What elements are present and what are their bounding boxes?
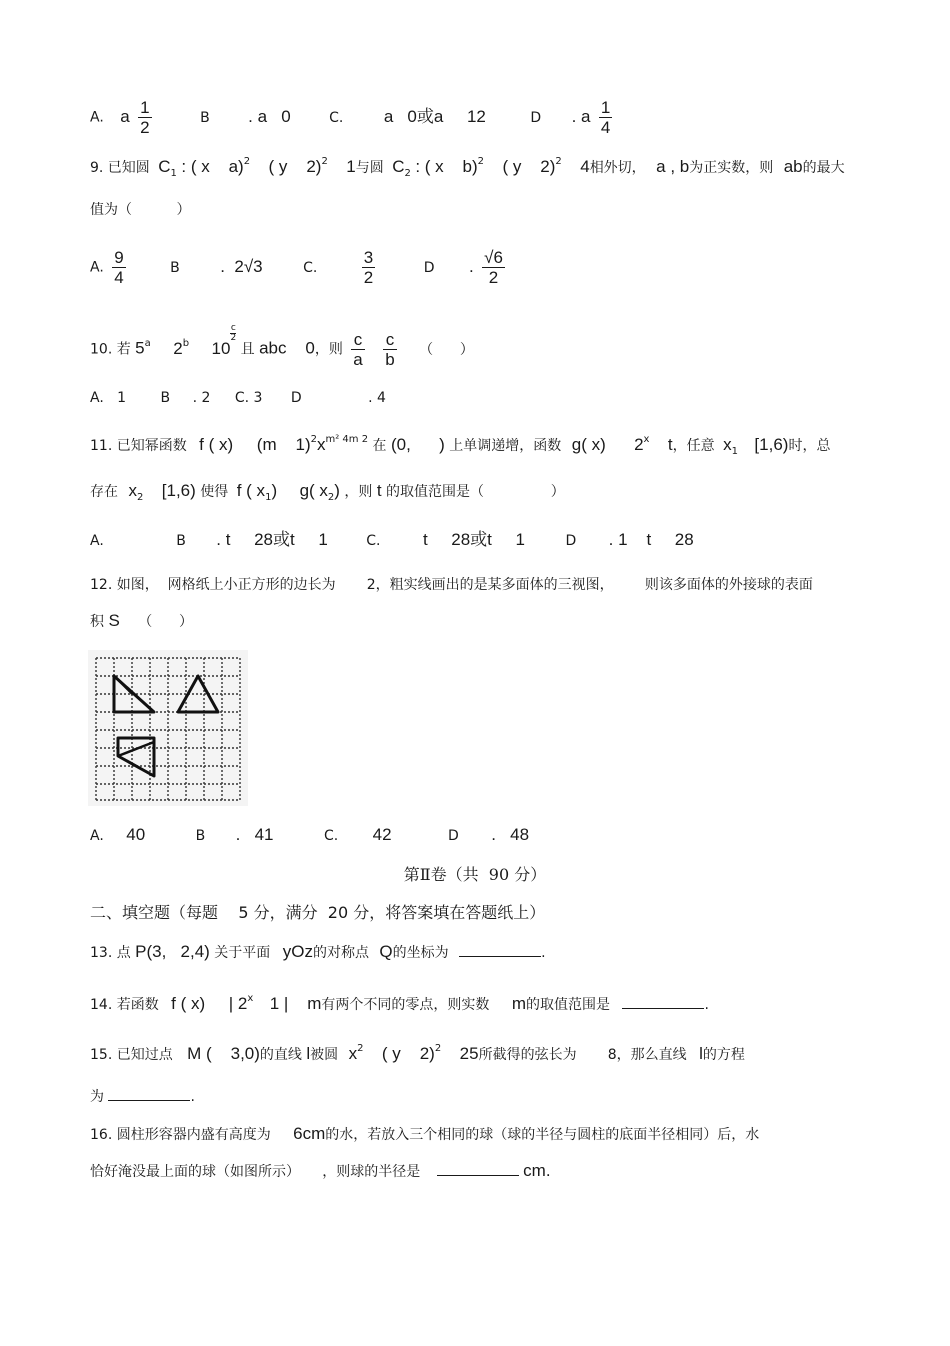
q9-line2: 值为（ ） [90, 202, 191, 218]
q11-x1: x [723, 435, 732, 454]
q12-option-a-label: A. [90, 828, 104, 844]
q11-line1-d: ，任意 [672, 438, 715, 454]
q9-exp-c: 2 [477, 156, 485, 167]
q12-line2-a: 积 [90, 614, 104, 630]
q11-x1sub: 1 [731, 446, 738, 457]
q13-answer-blank[interactable] [459, 944, 541, 957]
q11-option-d-label: D [565, 533, 577, 549]
q9-exp-b: 2 [321, 156, 328, 167]
q9-option-d-label: D [423, 259, 435, 276]
q9-option-a-fraction: $\frac{9}{4}$ [114, 248, 124, 287]
q10-paren: （ ） [419, 341, 474, 358]
q15-exp-a: 2 [357, 1043, 364, 1054]
q11-line1-c: 上单调递增，函数 [449, 438, 562, 454]
q11-line2-a: 存在 [90, 484, 118, 500]
q9-option-d-expr: . [468, 256, 474, 276]
q11-stem-line1 [90, 436, 830, 457]
q11-line1-e: 时，总 [788, 438, 831, 454]
q11-tvar: t [376, 481, 382, 500]
q10-option-b-label: B [160, 390, 171, 406]
q9-c2-sub: 2 [404, 168, 411, 179]
q11-gt: t [667, 435, 673, 454]
q11-option-b-expr: . t 28或t 1 [216, 530, 328, 549]
q10-fraction2: $\frac{c}{b}$ [385, 330, 395, 369]
q14-rest: 1 | m [269, 994, 322, 1013]
q10-base2: 2 [173, 338, 183, 358]
q9-stem [90, 158, 845, 179]
q10-option-c: C. 3 [234, 390, 263, 406]
q11-option-c-label: C. [366, 533, 381, 549]
q10-cond: abc 0 [259, 338, 315, 358]
q14-stem [90, 995, 709, 1016]
q10-option-a: A. 1 [90, 390, 127, 406]
q13-end: . [541, 945, 546, 961]
q14-answer-blank[interactable] [622, 996, 704, 1009]
q11-fx1: f ( x [236, 481, 266, 500]
q9-options [90, 248, 509, 287]
q8-option-b-label: B [200, 109, 210, 126]
q15-l2: l [699, 1044, 703, 1063]
q9-tail1: 相外切， [589, 160, 646, 176]
q13-plane: yOz [282, 942, 313, 961]
q14-c: 的取值范围是 [526, 997, 611, 1013]
q15-answer-blank[interactable] [108, 1088, 190, 1101]
q15-end: . [190, 1089, 195, 1105]
q13-stem [90, 943, 546, 962]
q11-gx2sub: 2 [327, 492, 335, 503]
q15-a: 15. 已知过点 [90, 1047, 173, 1063]
q10-base1: 5 [135, 338, 145, 358]
q11-x2sub: 2 [136, 492, 144, 503]
q16-line2-a: 恰好淹没最上面的球（如图所示） ，则球的半径是 [90, 1164, 421, 1180]
q11-gexp: x [643, 434, 650, 445]
q11-fx1close: ) [271, 481, 278, 500]
section2-heading: 二、填空题（每题 5 分，满分 20 分，将答案填在答题纸上） [90, 903, 546, 922]
q16-h: 6cm [293, 1124, 326, 1143]
q14-end: . [704, 997, 709, 1013]
q12-option-d-value: . 48 [491, 825, 530, 844]
q8-option-a-label: A. [90, 109, 104, 126]
q14-a: 14. 若函数 [90, 997, 159, 1013]
part2-title: 第Ⅱ卷（共 90 分） [403, 865, 547, 884]
q11-gx: g( x) 2 [571, 435, 644, 454]
q11-line1-a: 11. 已知幂函数 [90, 438, 187, 454]
q14-b: 有两个不同的零点，则实数 [321, 997, 490, 1013]
q10-option-d-value: . 4 [368, 390, 386, 406]
q9-c1-eq-c: 1 [346, 157, 356, 176]
q13-Q: Q [379, 942, 393, 961]
q15-c: 被圆 [310, 1047, 339, 1063]
q11-xexp: m² 4m 2 [325, 434, 369, 445]
q15-d: 所截得的弦长为 8，那么直线 [478, 1047, 687, 1063]
q9-c1-eq-a: : ( x a) [181, 157, 244, 176]
q15-e: 的方程 [702, 1047, 745, 1063]
q10-exp2: b [182, 337, 190, 349]
q11-gx2: g( x [299, 481, 328, 500]
q9-c1-eq-b: ( y 2) [268, 157, 322, 176]
q9-ab: ab [783, 157, 803, 176]
q11-exp2: 2 [310, 434, 317, 445]
q11-option-c-expr: t 28或t 1 [422, 530, 525, 549]
q15-x: x [348, 1044, 358, 1063]
q8-option-a-fraction: $\frac{1}{2}$ [140, 98, 150, 137]
q12-line1: 12. 如图， 网格纸上小正方形的边长为 2，粗实线画出的是某多面体的三视图， 则该多面体的外接球的表面 [90, 577, 813, 593]
q8-options [90, 98, 616, 137]
q9-option-a-label: A. [90, 259, 104, 276]
q10-prefix: 10. 若 [90, 341, 131, 358]
three-view-grid-figure [88, 650, 248, 806]
q8-option-d-label: D [530, 109, 542, 126]
q11-option-d-expr: . 1 t 28 [608, 530, 694, 549]
q8-option-c-label: C. [329, 109, 344, 126]
q8-option-c-expr: a 0或a 12 [383, 106, 486, 126]
q9-mid: 与圆 [355, 160, 384, 176]
q15-line2-text: 为 [90, 1089, 104, 1105]
q10-base3: 10 [211, 338, 231, 358]
q11-option-b-label: B [176, 533, 186, 549]
q10-option-b-value: . 2 [192, 390, 211, 406]
q10-stem [90, 322, 474, 369]
q16-line2 [90, 1162, 551, 1181]
q11-option-a: A. [90, 533, 104, 549]
q11-fx1sub: 1 [265, 492, 272, 503]
q10-options [90, 389, 386, 407]
q11-options [90, 531, 694, 550]
q9-c2-eq-a: : ( x b) [415, 157, 478, 176]
q15-y: ( y 2) [381, 1044, 435, 1063]
q12-option-c-value: 42 [372, 825, 392, 844]
q14-fx: f ( x) | 2 [171, 994, 248, 1013]
q9-exp-d: 2 [555, 156, 562, 167]
q8-option-d-expr: . a [571, 106, 591, 126]
q12-options [90, 826, 529, 845]
q12-option-b-value: . 41 [235, 825, 274, 844]
q9-c1-name: C [158, 157, 171, 176]
q10-then: ，则 [314, 341, 343, 358]
q15-b: 的直线 [259, 1047, 302, 1063]
q9-c2-eq-b: ( y 2) [502, 157, 556, 176]
q12-line2 [90, 612, 193, 631]
q15-exp-b: 2 [434, 1043, 442, 1054]
q15-r: 25 [459, 1044, 479, 1063]
q9-prefix: 9. 已知圆 [90, 160, 150, 176]
q14-m: m [511, 994, 527, 1013]
q16-answer-blank[interactable] [437, 1163, 519, 1176]
q9-option-b-expr: . 2√3 [220, 256, 263, 276]
q12-option-a-value: 40 [126, 825, 146, 844]
q15-M: M ( 3,0) [187, 1044, 260, 1063]
q10-fraction1: $\frac{c}{a}$ [353, 330, 363, 369]
q11-line2-c: ，则 [344, 484, 373, 500]
q9-c1-sub: 1 [170, 168, 177, 179]
q11-gx2close: ) [334, 481, 340, 500]
q16-unit: cm [523, 1161, 546, 1180]
q12-option-d-label: D [448, 828, 459, 844]
q11-range2: [1,6) [161, 481, 196, 500]
q9-option-c-fraction: $\frac{3}{2}$ [363, 248, 374, 287]
q11-line2-b: 使得 [200, 484, 229, 500]
q8-option-b-expr: . a 0 [248, 106, 291, 126]
q9-exp-a: 2 [243, 156, 251, 167]
q11-xpow: x [317, 435, 326, 454]
q12-option-b-label: B [195, 828, 206, 844]
q9-tail2: 为正实数，则 [689, 160, 774, 176]
q11-stem-line2 [90, 482, 565, 503]
q14-exp: x [247, 993, 254, 1004]
q11-line2-d: 的取值范围是（ ） [386, 484, 565, 500]
q15-line2 [90, 1088, 195, 1106]
q8-option-a-expr: a [120, 106, 130, 126]
q9-c2-eq-c: 4 [580, 157, 590, 176]
q12-option-c-label: C. [323, 828, 339, 844]
q13-a: 13. 点 [90, 945, 131, 961]
q12-S: S [108, 611, 120, 630]
q16-line1 [90, 1125, 759, 1144]
q13-c: 的对称点 [312, 945, 369, 961]
q11-range1: [1,6) [754, 435, 789, 454]
q10-mid: 且 [240, 341, 255, 358]
q11-line1-b: 在 [372, 438, 387, 454]
q12-paren: （ ） [138, 614, 193, 630]
q9-option-c-label: C. [303, 259, 318, 276]
q9-vars: a , b [656, 157, 690, 176]
q9-option-b-label: B [170, 259, 180, 276]
q15-l1: l [306, 1044, 311, 1063]
q13-b: 关于平面 [214, 945, 271, 961]
q9-tail3: 的最大 [802, 160, 845, 176]
q11-interval: (0, ) [390, 435, 445, 454]
q10-option-d-label: D [290, 390, 302, 406]
q11-fx: f ( x) (m 1) [199, 435, 311, 454]
q13-d: 的坐标为 [392, 945, 449, 961]
q16-line1-b: 的水，若放入三个相同的球（球的半径与圆柱的底面半径相同）后，水 [325, 1127, 760, 1143]
q10-exp3: $\frac{c}{2}$ [230, 322, 237, 343]
q13-P: P(3, 2,4) [135, 942, 210, 961]
q11-x2: x [128, 481, 137, 500]
q16-line1-a: 16. 圆柱形容器内盛有高度为 [90, 1127, 271, 1143]
q16-end: . [545, 1161, 551, 1180]
q15-stem [90, 1045, 745, 1066]
q10-exp1: a [144, 337, 151, 349]
q8-option-d-fraction: $\frac{1}{4}$ [600, 98, 611, 137]
q9-option-d-fraction: $\frac{√6}{2}$ [484, 248, 503, 287]
q9-c2-name: C [392, 157, 405, 176]
